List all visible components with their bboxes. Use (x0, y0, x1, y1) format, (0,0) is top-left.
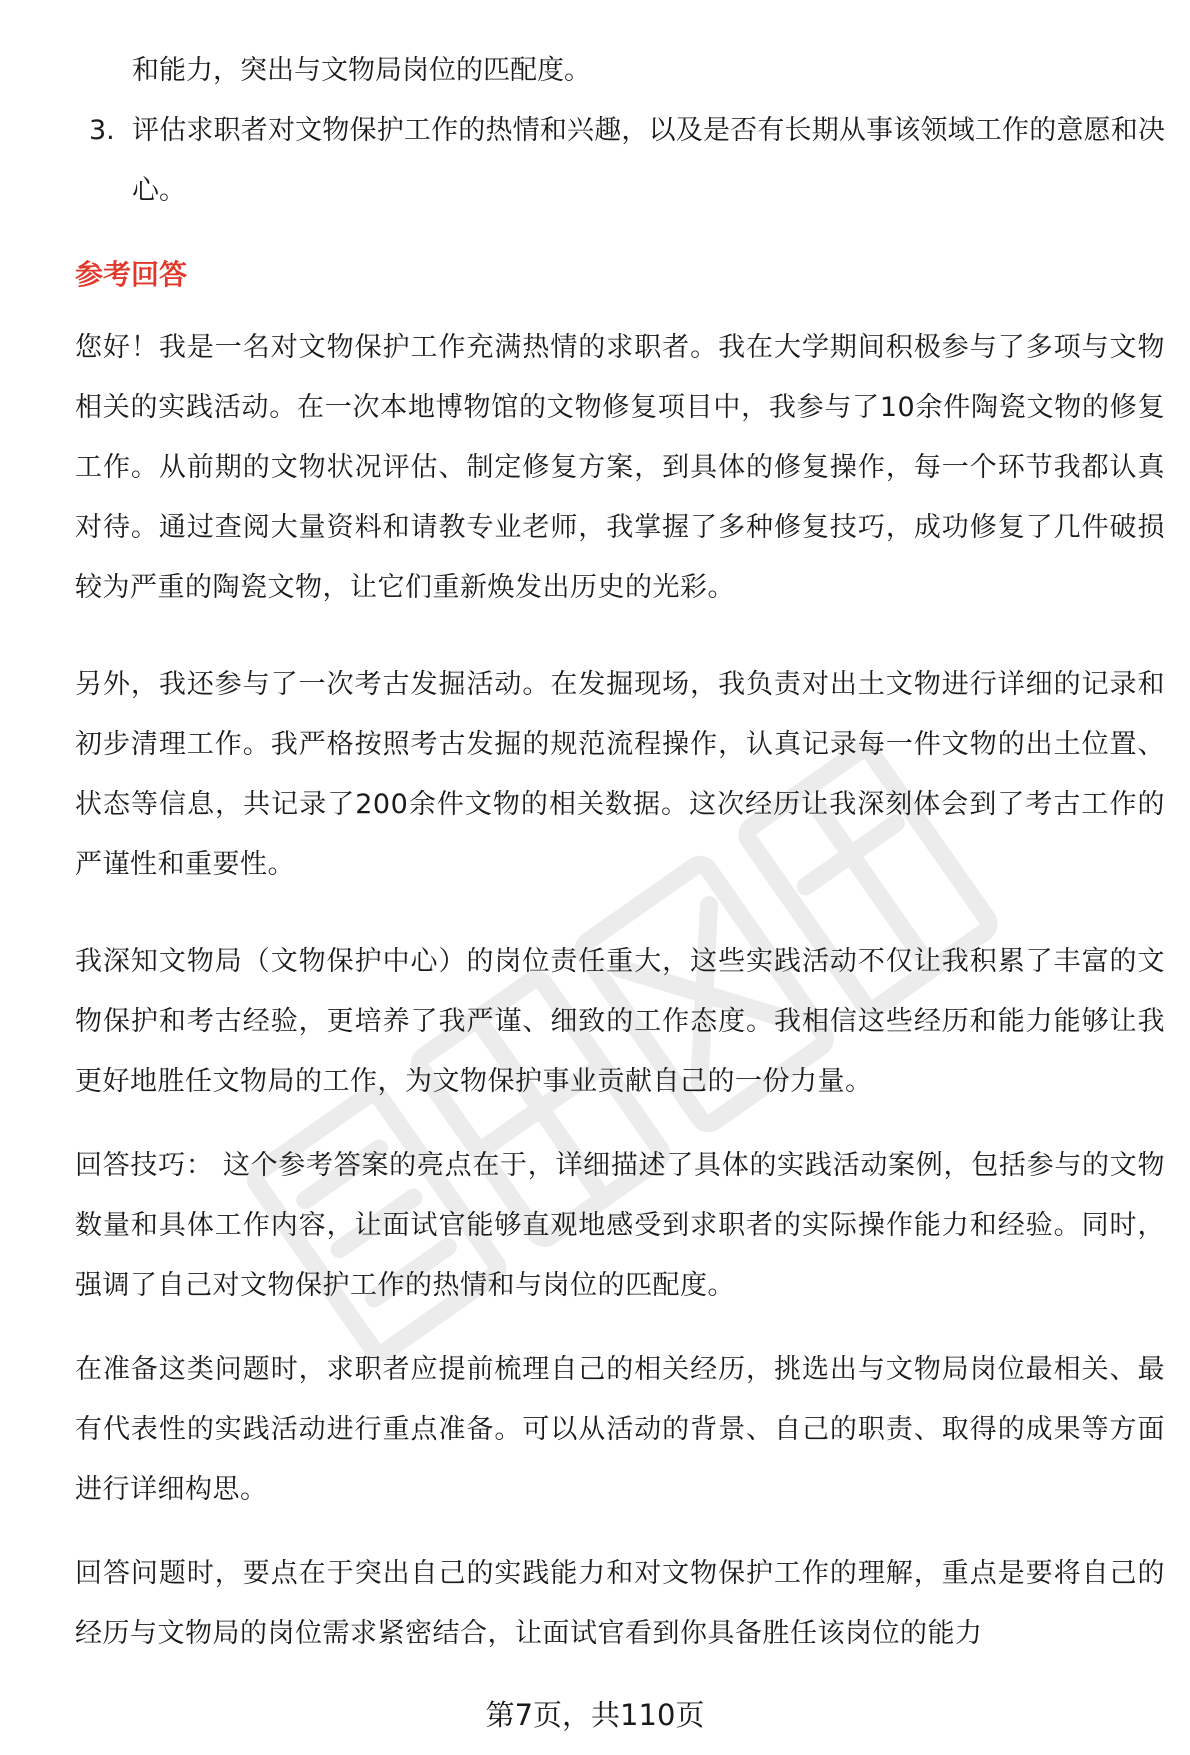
answer-paragraph-3: 我深知文物局（文物保护中心）的岗位责任重大，这些实践活动不仅让我积累了丰富的文物保护和考古经验，更培养了我严谨、细致的工作态度。我相信这些经历和能力能够让我更好地胜任文物局的工作，为文物保护事业贡献自己的一份力量。 (75, 946, 1165, 1097)
list-item-number: 3. (89, 115, 115, 146)
answer-paragraph-2: 另外，我还参与了一次考古发掘活动。在发掘现场，我负责对出土文物进行详细的记录和初步清理工作。我严格按照考古发掘的规范流程操作，认真记录每一件文物的出土位置、状态等信息，共记录了200余件文物的相关数据。这次经历让我深刻体会到了考古工作的严谨性和重要性。 (75, 669, 1165, 880)
preparation-paragraph: 在准备这类问题时，求职者应提前梳理自己的相关经历，挑选出与文物局岗位最相关、最有代表性的实践活动进行重点准备。可以从活动的背景、自己的职责、取得的成果等方面进行详细构思。 (75, 1354, 1165, 1505)
page-number-footer: 第7页，共110页 (485, 1698, 705, 1732)
answering-paragraph: 回答问题时，要点在于突出自己的实践能力和对文物保护工作的理解，重点是要将自己的经历与文物局的岗位需求紧密结合，让面试官看到你具备胜任该岗位的能力 (75, 1558, 1165, 1649)
section-heading: 参考回答 (75, 258, 188, 291)
list-item-2-continuation: 和能力，突出与文物局岗位的匹配度。 (132, 55, 591, 86)
answer-paragraph-1: 您好！我是一名对文物保护工作充满热情的求职者。我在大学期间积极参与了多项与文物相关的实践活动。在一次本地博物馆的文物修复项目中，我参与了10余件陶瓷文物的修复工作。从前期的文物状况评估、制定修复方案，到具体的修复操作，每一个环节我都认真对待。通过查阅大量资料和请教专业老师，我掌握了多种修复技巧，成功修复了几件破损较为严重的陶瓷文物，让它们重新焕发出历史的光彩。 (75, 332, 1165, 603)
list-item-text: 评估求职者对文物保护工作的热情和兴趣，以及是否有长期从事该领域工作的意愿和决心。 (132, 115, 1165, 206)
answer-tips-paragraph: 回答技巧： 这个参考答案的亮点在于，详细描述了具体的实践活动案例，包括参与的文物数量和具体工作内容，让面试官能够直观地感受到求职者的实际操作能力和经验。同时，强调了自己对文物保护工作的热情和与岗位的匹配度。 (75, 1150, 1165, 1301)
